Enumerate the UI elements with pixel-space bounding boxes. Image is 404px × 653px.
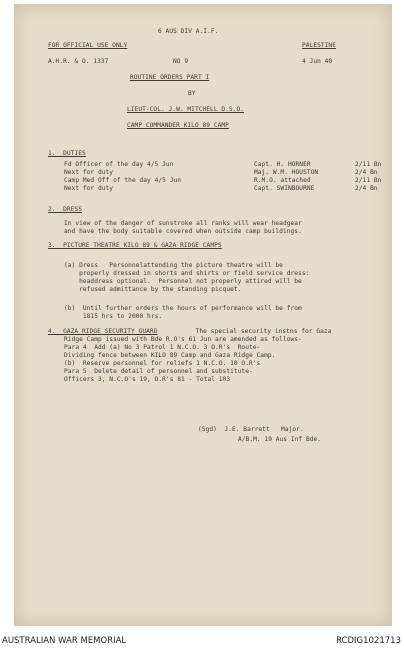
section-heading-picture-theatre: 3. PICTURE THEATRE KILO 89 & GAZA RIDGE CAMPS [48, 242, 222, 249]
security-line: Officers 3, N.C.O's 19, O.R's 81 - Total 103 [64, 376, 231, 383]
theatre-b-line: 1815 hrs to 2000 hrs. [64, 313, 163, 320]
commander-name: LIEUT-COL. J.W. MITCHELL D.S.O. [127, 106, 245, 113]
duty-row-name: Maj. W.M. HOUSTON [254, 169, 319, 176]
duty-row-unit: 2/4 Bn [355, 169, 378, 176]
section-heading-security-guard: 4. GAZA RIDGE SECURITY GUARD [48, 328, 158, 335]
section-heading-dress: 2. DRESS [48, 206, 82, 213]
duty-row: Next for duty [64, 169, 114, 176]
document-date: 4 Jun 40 [302, 58, 333, 65]
duty-row-unit: 2/11 Bn [355, 177, 382, 184]
theatre-a-line: refused admittance by the standing picquet. [64, 286, 242, 293]
security-line: Dividing fence between KILO 89 Camp and Gaza Ridge Camp. [64, 352, 276, 359]
signature-line: (Sgd) J.E. Barrett Major. [198, 426, 304, 433]
archive-footer [0, 630, 404, 653]
signature-title: A/B.M. 19 Aus Inf Bde. [238, 436, 322, 443]
duty-row-name: Capt. H. HORNER [254, 161, 311, 168]
duty-row-unit: 2/11 Bn [355, 161, 382, 168]
theatre-a-line: headdress optional. Personnel not properly attired will be [64, 278, 302, 285]
document-title: ROUTINE ORDERS PART I [130, 74, 210, 81]
section-heading-duties: 1. DUTIES [48, 150, 86, 157]
reference-number: A.H.R. & O. 1337 [48, 58, 109, 65]
footer-record-id: RCDIG1021713 [336, 636, 401, 646]
theatre-b-line: (b) Until further orders the hours of performance will be from [64, 305, 302, 312]
duty-row: Camp Med Off of the day 4/5 Jun [64, 177, 182, 184]
by-label: BY [188, 90, 196, 97]
security-line: Ridge Camp issued with Bde R.O's 61 Jun are amended as follows- [64, 336, 302, 343]
security-intro: The special security instns for Gaza [188, 328, 332, 335]
security-line: Para 5 Delete detail of personnel and substitute- [64, 368, 253, 375]
dress-text-line: and have the body suitable covered when outside camp buildings. [64, 228, 302, 235]
duty-row: Next for duty [64, 185, 114, 192]
division-heading: 6 AUS DIV A.I.F. [158, 28, 219, 35]
location-label: PALESTINE [302, 42, 336, 49]
duty-row-name: Capt. SWINBOURNE [254, 185, 315, 192]
duty-row-name: R.M.O. attached [254, 177, 311, 184]
official-use-label: FOR OFFICIAL USE ONLY [48, 42, 128, 49]
duty-row-unit: 2/4 Bn [355, 185, 378, 192]
camp-commander-title: CAMP COMMANDER KILO 89 CAMP [127, 122, 229, 129]
order-number: NO 9 [173, 58, 189, 65]
security-line: (b) Reserve personnel for reliefs 1 N.C.O. 10 O.R's [64, 360, 261, 367]
theatre-a-line: (a) Dress Personnelattending the picture theatre will be [64, 262, 283, 269]
dress-text-line: In view of the danger of sunstroke all ranks will wear headgear [64, 220, 302, 227]
duty-row: Fd Officer of the day 4/5 Jun [64, 161, 174, 168]
security-line: Para 4 Add (a) No 3 Patrol 1 N.C.O. 3 O.R's Route- [64, 344, 261, 351]
theatre-a-line: properly dressed in shorts and shirts or field service dress: [64, 270, 310, 277]
footer-institution: AUSTRALIAN WAR MEMORIAL [2, 636, 127, 646]
